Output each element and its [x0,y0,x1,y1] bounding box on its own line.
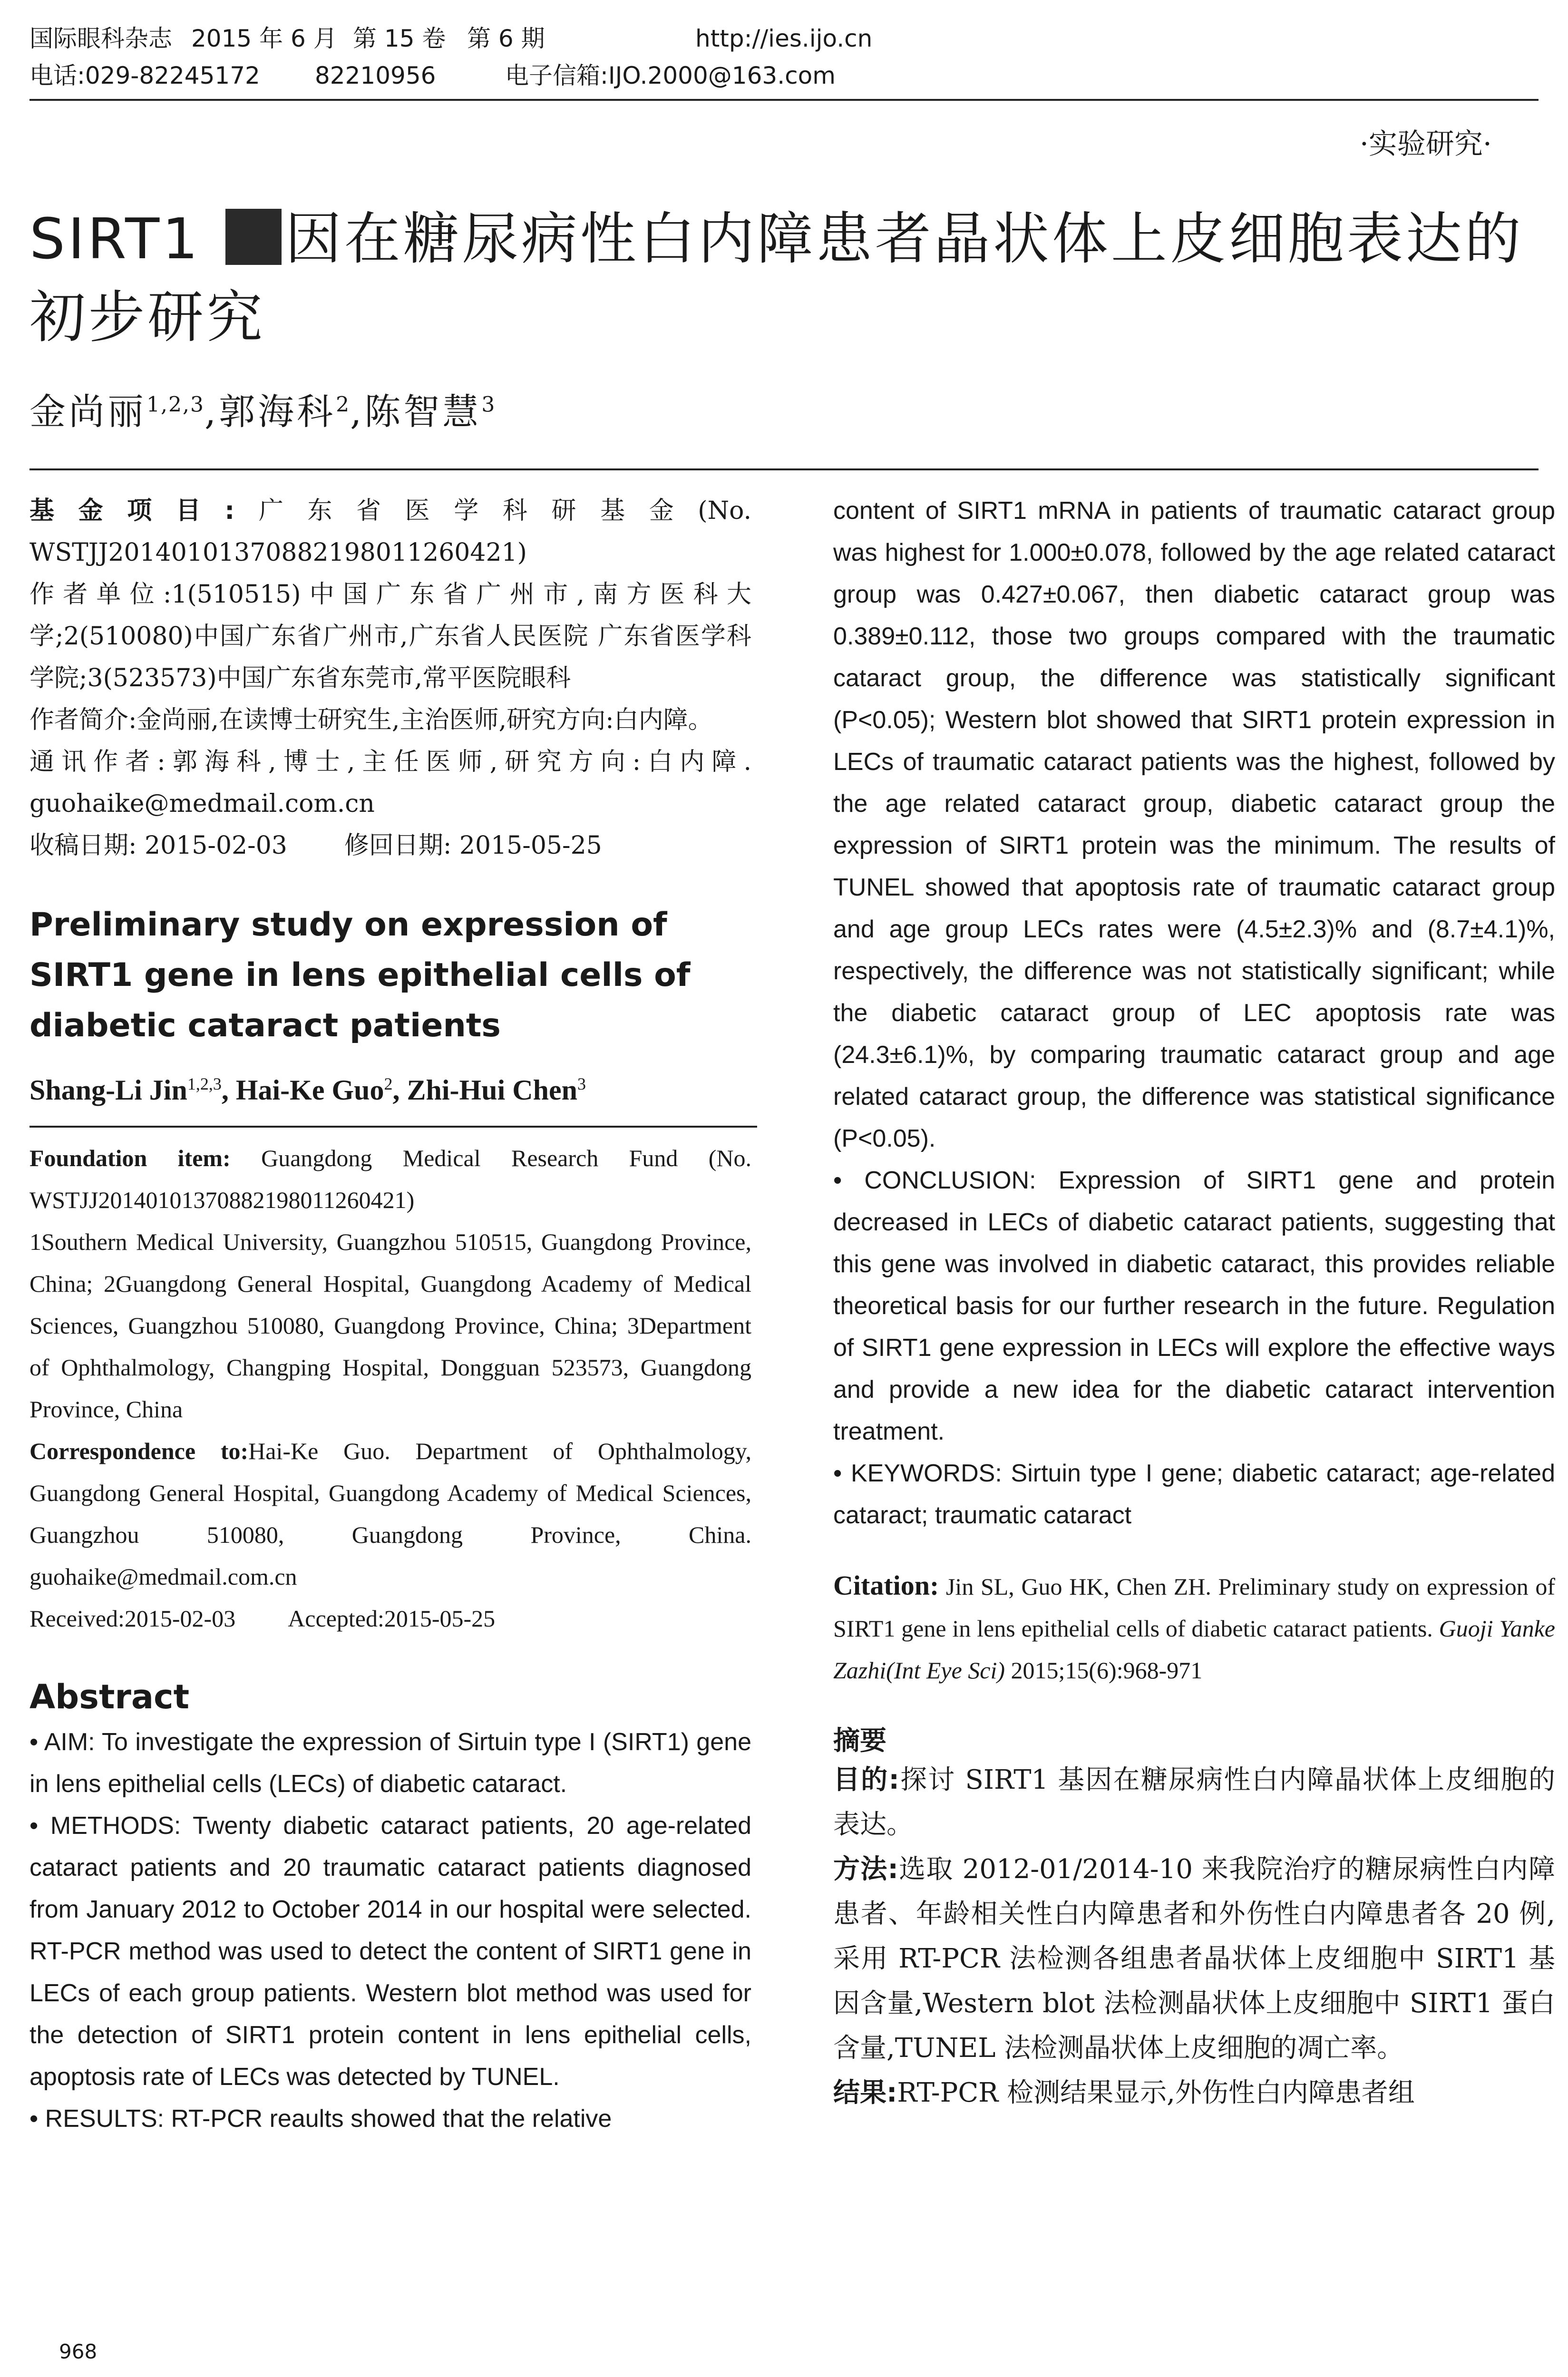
abstract-heading: Abstract [29,1677,190,1716]
unit-text: 1(510515)中国广东省广州市,南方医科大学;2(510080)中国广东省广州市,广东省人民医院 广东省医学科学院;3(523573)中国广东省东莞市,常平医院眼科 [29,580,751,692]
accepted-en: Accepted:2015-05-25 [288,1605,496,1632]
author-3: ,陈智慧 [350,390,482,433]
title-part-2: 因在糖尿病性白内障患者晶状体上皮细胞表达的初步研究 [29,206,1524,350]
abstract-results-start: • RESULTS: RT-PCR reaults showed that the relative [29,2105,612,2133]
foundation-label: Foundation item: [29,1145,231,1171]
zh-methods-label: 方法: [833,1854,898,1885]
article-title-en: Preliminary study on expression of SIRT1 gene in lens epithelial cells of diabetic cataract patients [29,906,691,1044]
journal-url[interactable]: http://ies.ijo.cn [695,25,873,52]
left-column [29,490,751,2140]
author-en-2: , Hai-Ke Guo [221,1074,384,1106]
telephone: 电话:029-82245172 [29,62,260,89]
page-number: 968 [59,2340,97,2363]
citation-ref: 2015;15(6):968-971 [1011,1657,1203,1684]
journal-header [29,20,1539,94]
author-en-1-affil: 1,2,3 [187,1074,222,1093]
citation-label: Citation: [833,1570,939,1601]
author-2-affil: 2 [336,392,351,417]
author-en-1: Shang-Li Jin [29,1074,187,1106]
corr-text: 郭海科,博士,主任医师,研究方向:白内障. guohaike@medmail.com.cn [29,748,751,818]
section-label: ·实验研究· [1359,127,1492,161]
right-column [833,490,1555,2115]
article-info-cn [29,490,751,867]
title-part-1: SIRT1 [29,206,201,272]
citation-block [833,1565,1555,1691]
zh-results: RT-PCR 检测结果显示,外伤性白内障患者组 [897,2077,1415,2108]
journal-email[interactable]: 电子信箱:IJO.2000@163.com [505,62,836,89]
unit-label: 作者单位: [29,580,172,609]
zh-results-label: 结果: [833,2077,897,2108]
revised-date: 修回日期: 2015-05-25 [344,831,602,860]
telephone-2: 82210956 [315,62,436,89]
abstract-aim: • AIM: To investigate the expression of Sirtuin type I (SIRT1) gene in lens epithelial cells (LECs) of diabetic cataract. [29,1728,751,1798]
corr-label: 通讯作者: [29,748,166,776]
article-title-cn [29,200,1547,357]
author-1: 金尚丽 [29,390,146,433]
abstract-methods: • METHODS: Twenty diabetic cataract patients, 20 age-related cataract patients and 20 traumatic cataract patients diagnosed from January 2012 to October 2014 in our hospital were selected. RT-PCR method was used to detect the content of SIRT1 gene in LECs of each group patients. Western blot method was used for the detection of SIRT1 protein content in lens epithelial cells, apoptosis rate of LECs was detected by TUNEL. [29,1812,751,2091]
zh-methods: 选取 2012-01/2014-10 来我院治疗的糖尿病性白内障患者、年龄相关性白内障患者和外伤性白内障患者各 20 例,采用 RT-PCR 法检测各组患者晶状体上皮细胞中 SIRT1 基因含量,Western blot 法检测晶状体上皮细胞中 SIRT1 蛋白含量,TUNEL 法检测晶状体上皮细胞的凋亡率。 [833,1854,1556,2064]
zh-abstract [833,1758,1555,2115]
title-redaction-mark [225,209,282,265]
abstract-results-cont: content of SIRT1 mRNA in patients of traumatic cataract group was highest for 1.000±0.078, followed by the age related cataract group was 0.427±0.067, then diabetic cataract group was 0.389±0.112, those two groups compared with the traumatic cataract group, the difference was statistically significant (P<0.05); Western blot showed that SIRT1 protein expression in LECs of traumatic cataract patients was the highest, followed by the age related cataract group, diabetic cataract group the expression of SIRT1 protein was the minimum. The results of TUNEL showed that apoptosis rate of traumatic cataract group and age group LECs rates were (4.5±2.3)% and (8.7±4.1)%, respectively, the difference was not statistically significant; while the diabetic cataract group of LEC apoptosis rate was (24.3±6.1)%, by comparing traumatic cataract group and age related cataract group, the difference was statistical significance (P<0.05). [833,497,1555,1152]
authors-en [29,1074,751,1107]
citation-journal: Guoji Yanke Zazhi(Int Eye Sci) [833,1615,1555,1684]
zh-aim: 探讨 SIRT1 基因在糖尿病性白内障晶状体上皮细胞的表达。 [833,1764,1555,1840]
journal-name: 国际眼科杂志 [29,25,172,52]
affiliations: 1Southern Medical University, Guangzhou 510515, Guangdong Province, China; 2Guangdong General Hospital, Guangdong Academy of Medical Sciences, Guangzhou 510080, Guangdong Province, China; 3Department of Ophthalmology, Changping Hospital, Dongguan 523573, Guangdong Province, China [29,1228,751,1422]
title-divider [29,468,1539,470]
correspondence-text: Hai-Ke Guo. Department of Ophthalmology, Guangdong General Hospital, Guangdong Academy of Medical Sciences, Guangzhou 510080, Guangdong Province, China. guohaike@medmail.com.cn [29,1438,751,1590]
header-divider [29,99,1539,101]
fund-text: 广东省医学科研基金(No. WSTJJ20140101370882198011260421) [29,497,752,567]
abstract-en-left [29,1721,751,2140]
foundation-block [29,1137,751,1639]
issue: 第 6 期 [467,25,545,52]
authors-divider [29,1126,757,1128]
zh-aim-label: 目的: [833,1764,899,1795]
correspondence-label: Correspondence to: [29,1438,249,1464]
citation-text: Jin SL, Guo HK, Chen ZH. Preliminary study on expression of SIRT1 gene in lens epithelial cells of diabetic cataract patients. [833,1573,1555,1642]
authors-cn [29,383,496,435]
author-en-3: , Zhi-Hui Chen [392,1074,577,1106]
author-2: ,郭海科 [204,390,336,433]
author-en-3-affil: 3 [577,1074,586,1093]
abstract-conclusion: • CONCLUSION: Expression of SIRT1 gene and protein decreased in LECs of diabetic cataract patients, suggesting that this gene was involved in diabetic cataract, this provides reliable theoretical basis for our further research in the future. Regulation of SIRT1 gene expression in LECs will explore the effective ways and provide a new idea for the diabetic cataract intervention treatment. [833,1167,1555,1445]
bio-text: 金尚丽,在读博士研究生,主治医师,研究方向:白内障。 [136,706,713,734]
zh-abstract-heading: 摘要 [833,1725,886,1756]
bio-label: 作者简介: [29,706,137,734]
volume: 第 15 卷 [353,25,446,52]
author-1-affil: 1,2,3 [146,392,205,417]
issue-date: 2015 年 6 月 [191,25,337,52]
abstract-en-right [833,490,1555,1536]
abstract-keywords: • KEYWORDS: Sirtuin type I gene; diabetic cataract; age-related cataract; traumatic cataract [833,1460,1555,1529]
author-3-affil: 3 [481,392,496,417]
author-en-2-affil: 2 [384,1074,393,1093]
received-date: 收稿日期: 2015-02-03 [29,831,287,860]
fund-label: 基金项目: [29,497,235,525]
foundation-text: Guangdong Medical Research Fund (No. WSTJJ20140101370882198011260421) [29,1145,752,1213]
received-en: Received:2015-02-03 [29,1605,236,1632]
